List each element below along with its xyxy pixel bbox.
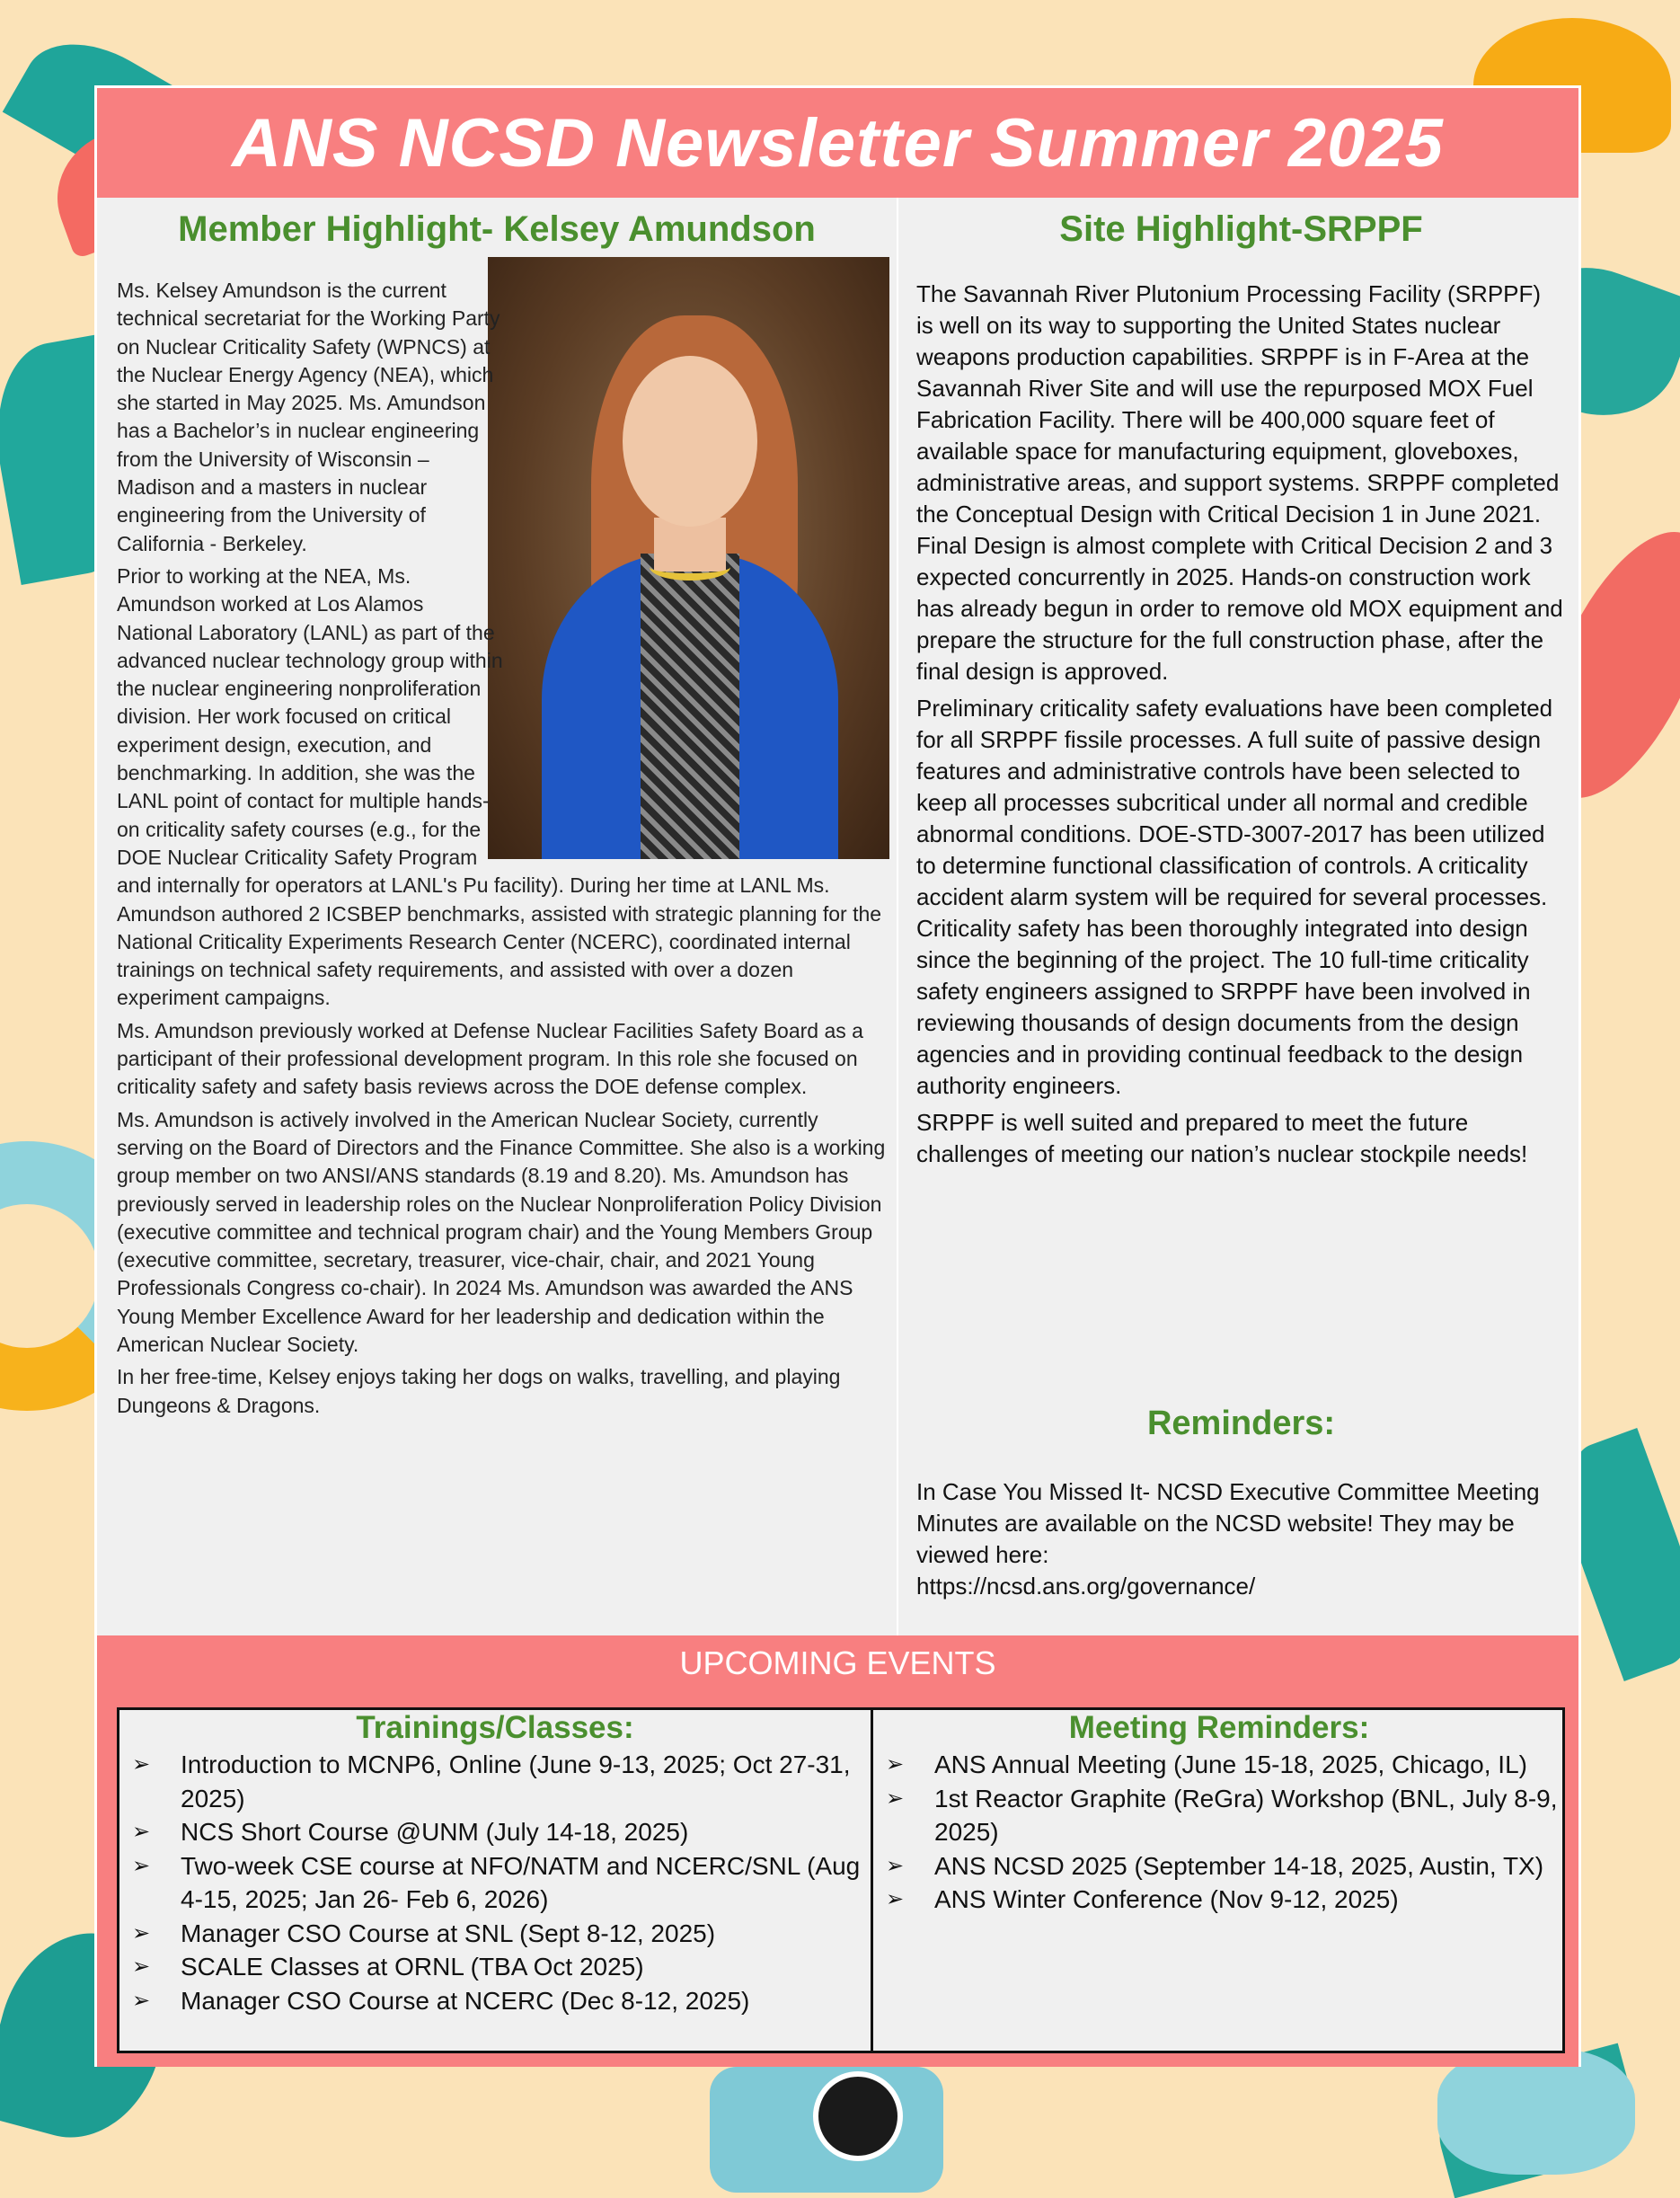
list-item: ➢ NCS Short Course @UNM (July 14-18, 2025) bbox=[119, 1815, 871, 1849]
arrow-bullet-icon: ➢ bbox=[886, 1752, 905, 1777]
member-paragraph: In her free-time, Kelsey enjoys taking her dogs on walks, travelling, and playing Dungeons & Dragons. bbox=[117, 1365, 841, 1417]
trainings-list bbox=[119, 1748, 871, 2017]
site-highlight-body bbox=[916, 279, 1563, 1175]
member-paragraph: Ms. Amundson previously worked at Defense Nuclear Facilities Safety Board as a participant of their professional development program. In this role she focused on criticality safety and safety basis reviews across the DOE defense complex. bbox=[117, 1018, 863, 1099]
list-item: ➢ SCALE Classes at ORNL (TBA Oct 2025) bbox=[119, 1950, 871, 1984]
events-table bbox=[117, 1707, 1565, 2053]
site-highlight-heading: Site Highlight-SRPPF bbox=[1059, 209, 1423, 249]
arrow-bullet-icon: ➢ bbox=[886, 1887, 905, 1911]
camera-lens-decoration bbox=[813, 2071, 903, 2161]
list-item: ➢ Introduction to MCNP6, Online (June 9-13, 2025; Oct 27-31, 2025) bbox=[119, 1748, 871, 1815]
list-item: ➢ Two-week CSE course at NFO/NATM and NCERC/SNL (Aug 4-15, 2025; Jan 26- Feb 6, 2026) bbox=[119, 1849, 871, 1917]
reminders-body bbox=[916, 1476, 1572, 1602]
newsletter-title: ANS NCSD Newsletter Summer 2025 bbox=[232, 104, 1444, 182]
governance-link[interactable]: https://ncsd.ans.org/governance/ bbox=[916, 1573, 1256, 1600]
newsletter-page bbox=[94, 85, 1581, 2067]
newsletter-title-banner bbox=[97, 88, 1578, 198]
arrow-bullet-icon: ➢ bbox=[132, 1752, 151, 1777]
list-item: ➢ ANS Annual Meeting (June 15-18, 2025, Chicago, IL) bbox=[873, 1748, 1565, 1782]
trainings-heading: Trainings/Classes: bbox=[356, 1710, 634, 1745]
arrow-bullet-icon: ➢ bbox=[886, 1786, 905, 1811]
bow-decoration bbox=[1437, 2049, 1635, 2175]
arrow-bullet-icon: ➢ bbox=[132, 1853, 151, 1878]
arrow-bullet-icon: ➢ bbox=[132, 1820, 151, 1844]
trainings-column bbox=[119, 1710, 871, 2017]
upcoming-events-heading: UPCOMING EVENTS bbox=[679, 1644, 996, 1681]
list-item: ➢ Manager CSO Course at NCERC (Dec 8-12, 2025) bbox=[119, 1984, 871, 2018]
reminders-text: In Case You Missed It- NCSD Executive Committee Meeting Minutes are available on the NCSD website! They may be viewed here: bbox=[916, 1478, 1540, 1568]
member-paragraph: Ms. Kelsey Amundson is the current technical secretariat for the Working Party on Nuclear Criticality Safety (WPNCS) at the Nuclear Energy Agency (NEA), which she started in May 2025. Ms. Amundson has a Bachelor’s in nuclear engineering from the University of Wisconsin – Madison and a masters in nuclear engineering from the University of California - Berkeley. bbox=[117, 279, 500, 555]
member-highlight-heading: Member Highlight- Kelsey Amundson bbox=[178, 209, 816, 249]
member-paragraph: Prior to working at the NEA, Ms. Amundson worked at Los Alamos National Laboratory (LANL) as part of the advanced nuclear technology group within the nuclear engineering nonproliferation division. Her work focused on critical experiment design, execution, and benchmarking. In addition, she was the LANL point of contact for multiple hands-on criticality safety courses (e.g., for the DOE Nuclear Criticality Safety Program and internally for operators at LANL's Pu facility). During her time at LANL Ms. Amundson authored 2 ICSBEP benchmarks, assisted with strategic planning for the National Criticality Experiments Research Center (NCERC), coordinated internal trainings on technical safety requirements, and assisted with over a dozen experiment campaigns. bbox=[117, 563, 882, 1010]
upcoming-events-section bbox=[97, 1635, 1578, 2067]
list-item: ➢ 1st Reactor Graphite (ReGra) Workshop (BNL, July 8-9, 2025) bbox=[873, 1782, 1565, 1849]
arrow-bullet-icon: ➢ bbox=[886, 1853, 905, 1878]
arrow-bullet-icon: ➢ bbox=[132, 1988, 151, 2013]
member-highlight-body bbox=[117, 277, 889, 1424]
list-item: ➢ Manager CSO Course at SNL (Sept 8-12, 2025) bbox=[119, 1917, 871, 1951]
site-paragraph: Preliminary criticality safety evaluations have been completed for all SRPPF fissile processes. A full suite of passive design features and administrative controls have been selected to keep all processes subcritical under all normal and credible abnormal conditions. DOE-STD-3007-2017 has been utilized to determine functional classification of controls. A criticality accident alarm system will be required for several processes. Criticality safety has been thoroughly integrated into design since the beginning of the project. The 10 full-time criticality safety engineers assigned to SRPPF have been involved in reviewing thousands of design documents from the design agencies and in providing continual feedback to the design authority engineers. bbox=[916, 695, 1553, 1099]
list-item: ➢ ANS Winter Conference (Nov 9-12, 2025) bbox=[873, 1883, 1565, 1917]
site-paragraph: SRPPF is well suited and prepared to meet the future challenges of meeting our nation’s nuclear stockpile needs! bbox=[916, 1109, 1528, 1167]
member-paragraph: Ms. Amundson is actively involved in the American Nuclear Society, currently serving on the Board of Directors and the Finance Committee. She also is a working group member on two ANSI/ANS standards (8.19 and 8.20). Ms. Amundson has previously served in leadership roles on the Nuclear Nonproliferation Policy Division (executive committee and technical program chair) and the Young Members Group (executive committee, secretary, treasurer, vice-chair, chair, and 2021 Young Professionals Congress co-chair). In 2024 Ms. Amundson was awarded the ANS Young Member Excellence Award for her leadership and dedication within the American Nuclear Society. bbox=[117, 1107, 886, 1356]
meetings-heading: Meeting Reminders: bbox=[1068, 1710, 1370, 1745]
meetings-column bbox=[873, 1710, 1565, 1917]
arrow-bullet-icon: ➢ bbox=[132, 1954, 151, 1979]
list-item: ➢ ANS NCSD 2025 (September 14-18, 2025, Austin, TX) bbox=[873, 1849, 1565, 1883]
meetings-list bbox=[873, 1748, 1565, 1917]
reminders-heading: Reminders: bbox=[1146, 1405, 1336, 1442]
site-paragraph: The Savannah River Plutonium Processing Facility (SRPPF) is well on its way to supporting the United States nuclear weapons production capabilities. SRPPF is in F-Area at the Savannah River Site and will use the repurposed MOX Fuel Fabrication Facility. There will be 400,000 square feet of available space for manufacturing equipment, gloveboxes, administrative areas, and support systems. SRPPF completed the Conceptual Design with Critical Decision 1 in June 2021. Final Design is almost complete with Critical Decision 2 and 3 expected concurrently in 2025. Hands-on construction work has already begun in order to remove old MOX equipment and prepare the structure for the full construction phase, after the final design is approved. bbox=[916, 280, 1563, 685]
arrow-bullet-icon: ➢ bbox=[132, 1920, 151, 1945]
